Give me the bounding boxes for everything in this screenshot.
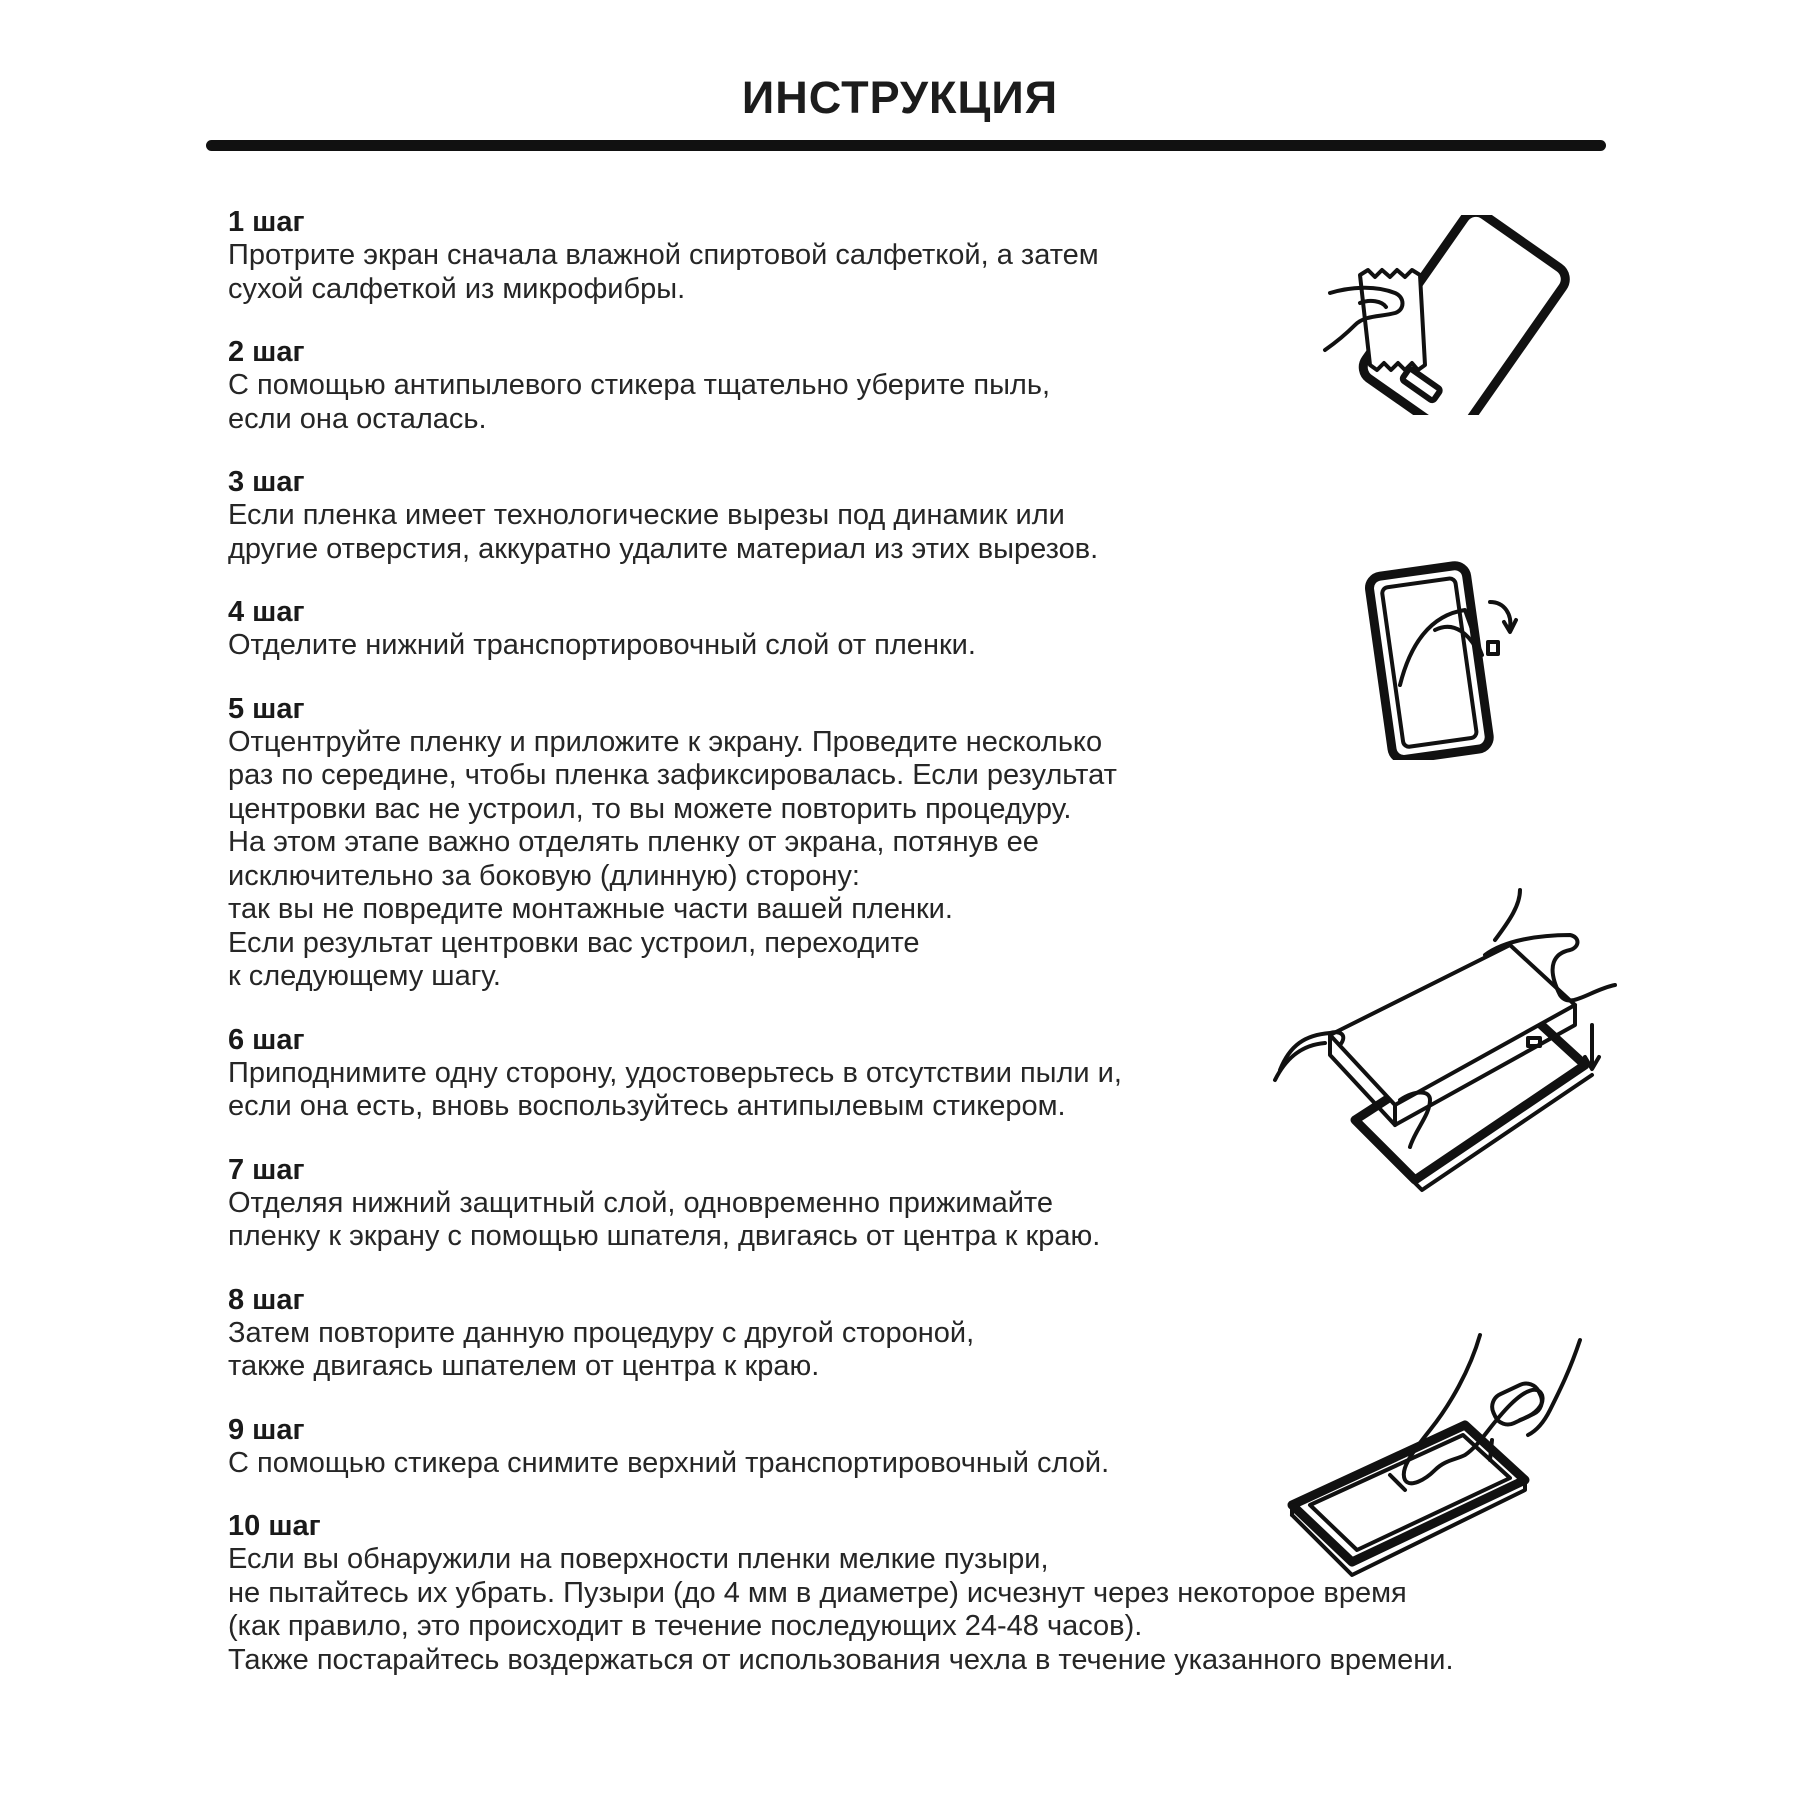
step-text-line: другие отверстия, аккуратно удалите материал из этих вырезов. [228,532,1099,565]
step-text-line: если она есть, вновь воспользуйтесь антипылевым стикером. [228,1090,1066,1122]
step-text-line: Отцентруйте пленку и приложите к экрану. Проведите несколько [228,725,1103,758]
step-text-line: сухой салфеткой из микрофибры. [228,272,686,305]
step-label: 9 шаг [228,1413,305,1446]
page-title: ИНСТРУКЦИЯ [741,72,1059,123]
step-label: 1 шаг [228,206,305,238]
step-text-line: С помощью стикера снимите верхний транспортировочный слой. [228,1446,1110,1479]
step-text-line: (как правило, это происходит в течение последующих 24-48 часов). [228,1610,1143,1642]
step-text-line: так вы не повредите монтажные части вашей пленки. [228,893,953,925]
step-label: 10 шаг [228,1510,321,1542]
phone-wipe-cloth-icon [1320,215,1570,415]
step-label: 7 шаг [228,1153,305,1186]
step-label: 5 шаг [228,692,305,725]
step-text-line: пленку к экрану с помощью шпателя, двигаясь от центра к краю. [228,1220,1101,1252]
step-text-line: Если вы обнаружили на поверхности пленки мелкие пузыри, [228,1543,1049,1575]
step-text-line: С помощью антипылевого стикера тщательно уберите пыль, [228,369,1050,401]
step-text-line: На этом этапе важно отделять пленку от экрана, потянув ее [228,826,1039,858]
step-label: 8 шаг [228,1283,305,1316]
step-text-line: к следующему шагу. [228,960,501,992]
step-text-line: Затем повторите данную процедуру с другой стороной, [228,1316,975,1349]
step-text-line: Также постарайтесь воздержаться от использования чехла в течение указанного времени. [228,1643,1454,1676]
step-text-line: Приподнимите одну сторону, удостоверьтесь в отсутствии пыли и, [228,1056,1122,1089]
step-label: 6 шаг [228,1023,305,1056]
step-text-line: центровки вас не устроил, то вы можете повторить процедуру. [228,792,1072,825]
step-label: 2 шаг [228,336,305,368]
phone-peel-layer-icon [1360,560,1530,760]
step-text-line: Если результат центровки вас устроил, переходите [228,926,920,959]
title-divider [206,140,1606,151]
step-text-line: не пытайтесь их убрать. Пузыри (до 4 мм в диаметре) исчезнут через некоторое время [228,1576,1407,1609]
step-label: 3 шаг [228,466,305,498]
step-text-line: если она осталась. [228,402,487,435]
step-text-line: раз по середине, чтобы пленка зафиксировалась. Если результат [228,759,1117,791]
step-text-line: Отделяя нижний защитный слой, одновременно прижимайте [228,1186,1053,1219]
step-text-line: Протрите экран сначала влажной спиртовой салфеткой, а затем [228,239,1099,271]
step-text-line: также двигаясь шпателем от центра к краю. [228,1350,820,1382]
step-text-line: Если пленка имеет технологические вырезы под динамик или [228,499,1065,531]
step-text-line: Отделите нижний транспортировочный слой от пленки. [228,629,976,661]
finger-smooth-film-icon [1280,1330,1620,1590]
step-text-line: исключительно за боковую (длинную) сторону: [228,859,860,892]
step-3 [228,465,1628,566]
hands-apply-film-icon [1270,885,1620,1195]
step-label: 4 шаг [228,596,305,628]
